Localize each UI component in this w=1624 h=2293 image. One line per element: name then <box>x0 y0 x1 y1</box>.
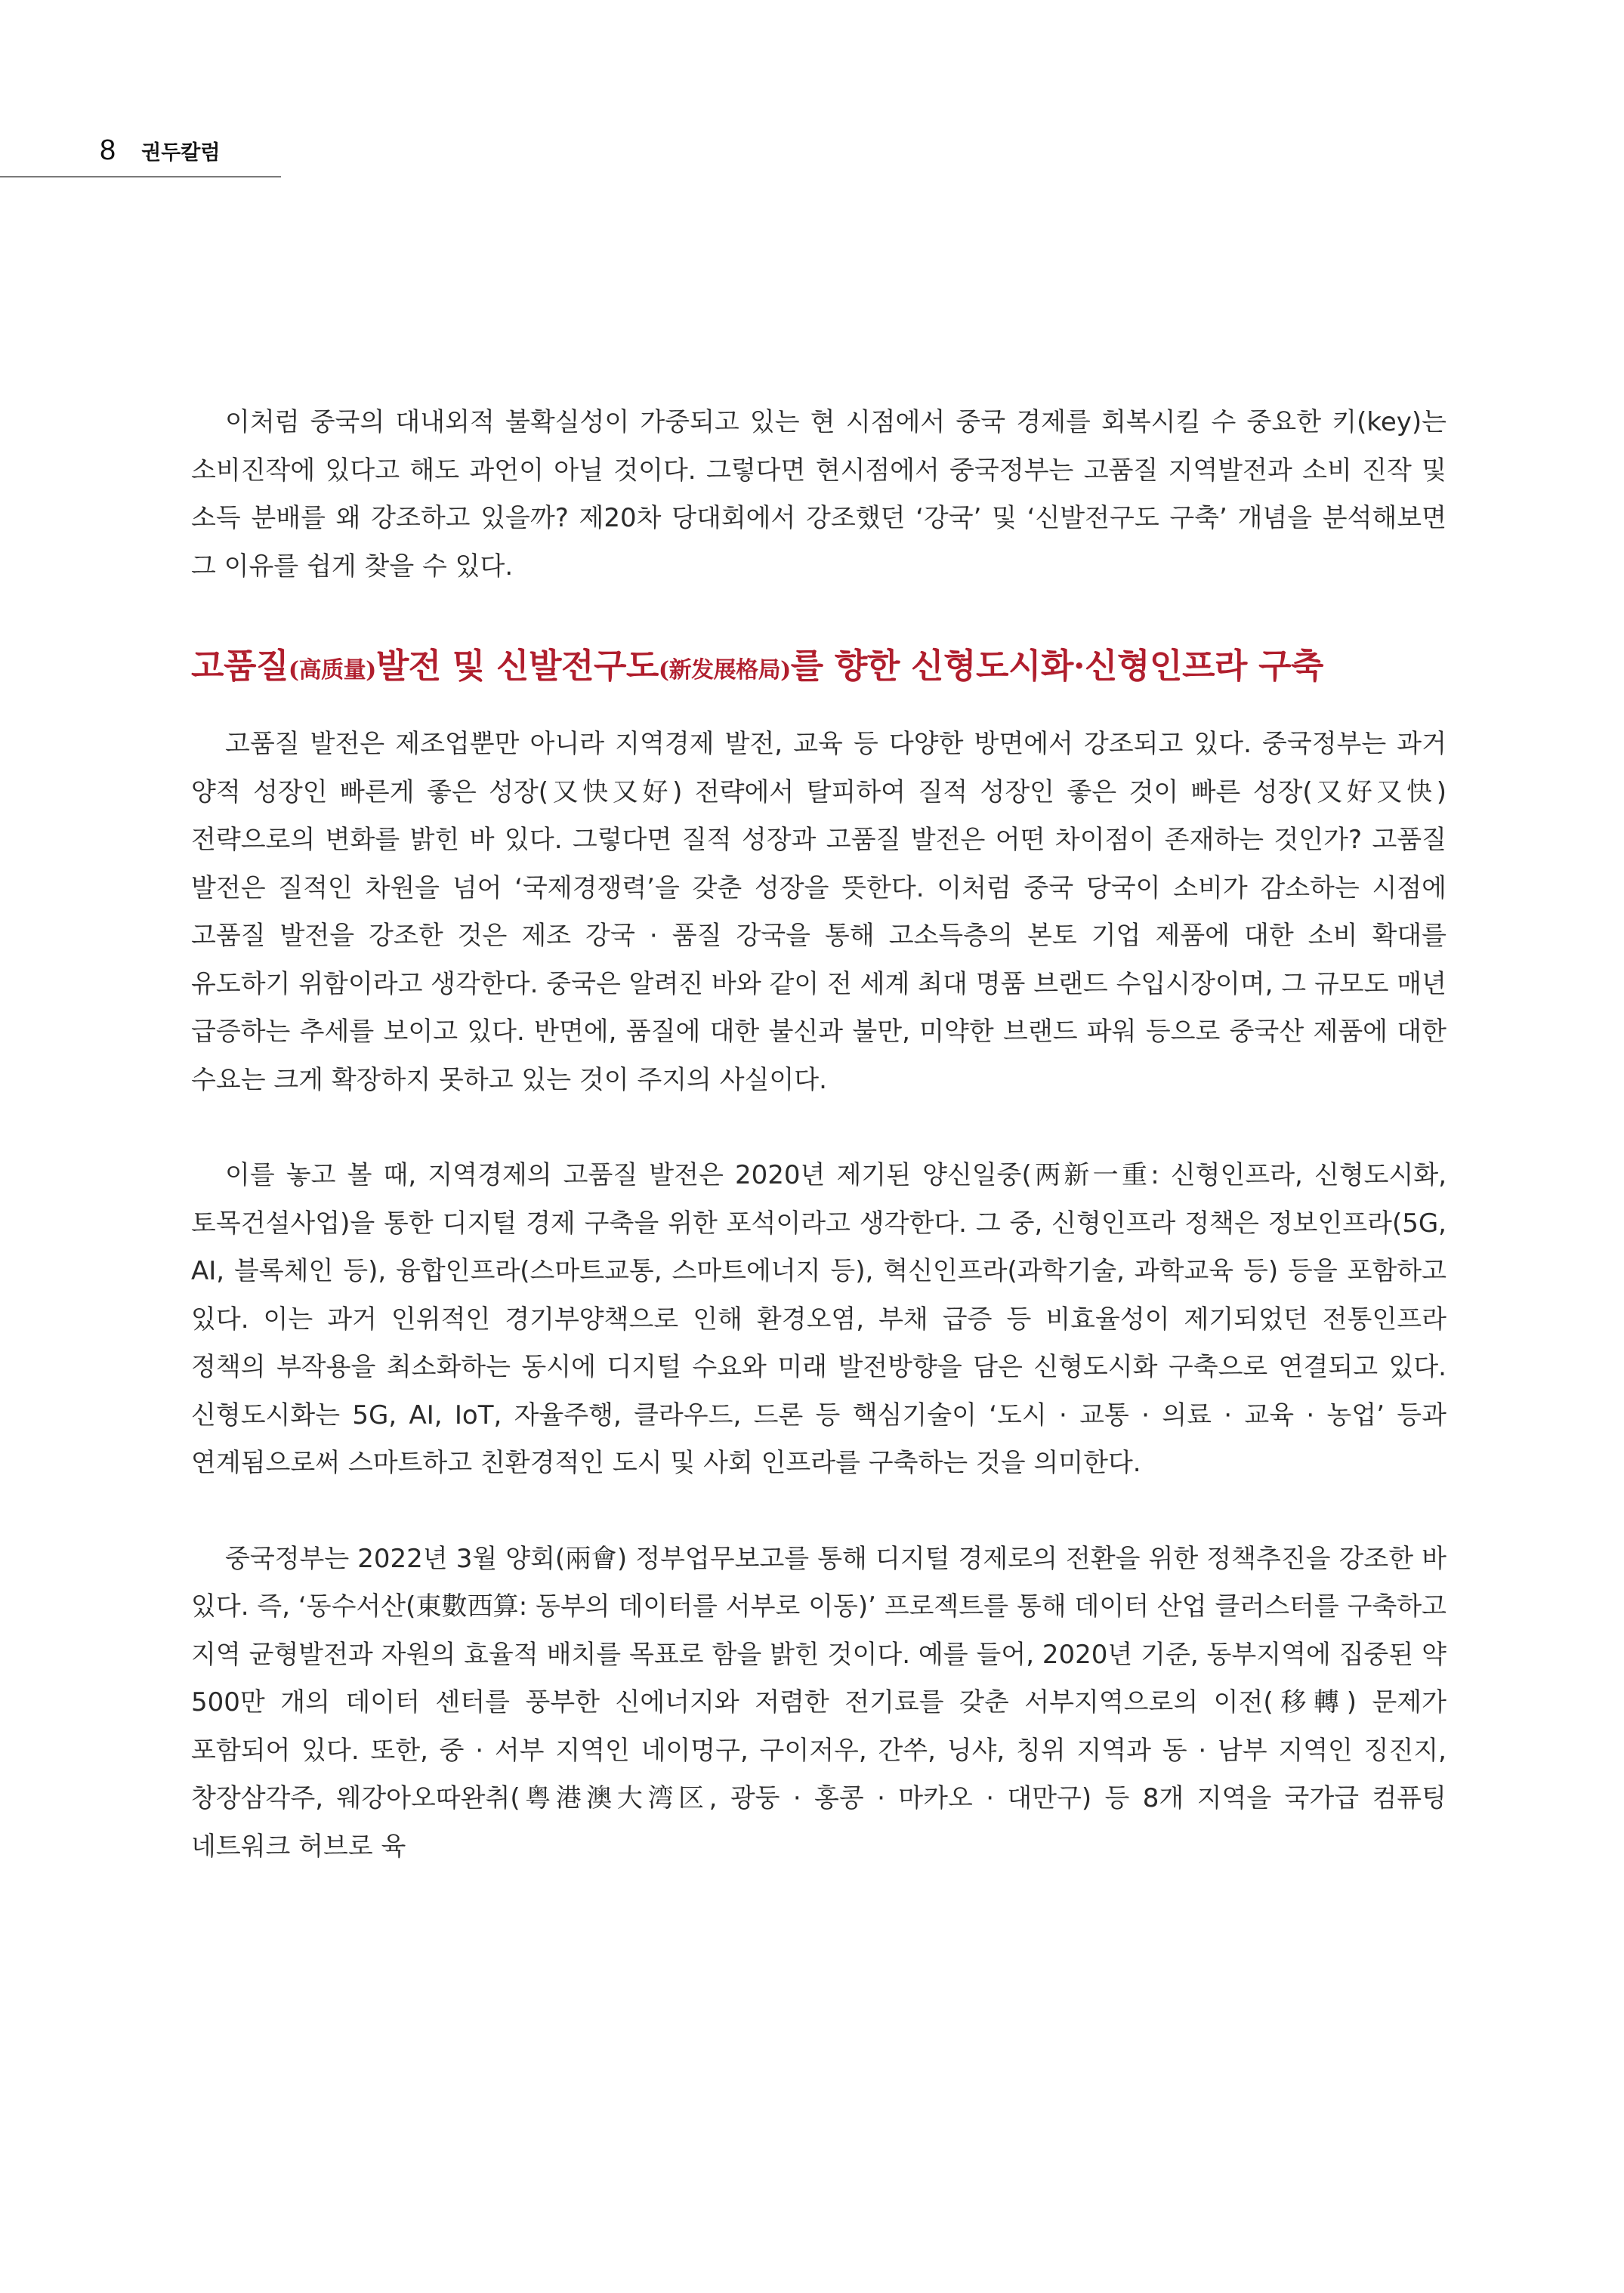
body-paragraph-2: 이를 놓고 볼 때, 지역경제의 고품질 발전은 2020년 제기된 양신일중(两新一重: 신형인프라, 신형도시화, 토목건설사업)을 통한 디지털 경제 구축을 위한 포석이라고 생각한다. 그 중, 신형인프라 정책은 정보인프라(5G, AI, 블록체인 등), 융합인프라(스마트교통, 스마트에너지 등), 혁신인프라(과학기술, 과학교육 등) 등을 포함하고 있다. 이는 과거 인위적인 경기부양책으로 인해 환경오염, 부채 급증 등 비효율성이 제기되었던 전통인프라 정책의 부작용을 최소화하는 동시에 디지털 수요와 미래 발전방향을 담은 신형도시화 구축으로 연결되고 있다. 신형도시화는 5G, AI, IoT, 자율주행, 클라우드, 드론 등 핵심기술이 ‘도시 · 교통 · 의료 · 교육 · 농업’ 등과 연계됨으로써 스마트하고 친환경적인 도시 및 사회 인프라를 구축하는 것을 의미한다. <box>191 1160 1446 1478</box>
section-heading <box>191 638 1446 687</box>
header-rule <box>0 176 281 177</box>
section-label: 권두칼럼 <box>141 141 221 165</box>
intro-paragraph: 이처럼 중국의 대내외적 불확실성이 가중되고 있는 현 시점에서 중국 경제를 회복시킬 수 중요한 키(key)는 소비진작에 있다고 해도 과언이 아닐 것이다. 그렇다면 현시점에서 중국정부는 고품질 지역발전과 소비 진작 및 소득 분배를 왜 강조하고 있을까? 제20차 당대회에서 강조했던 ‘강국’ 및 ‘신발전구도 구축’ 개념을 분석해보면 그 이유를 쉽게 찾을 수 있다. <box>191 407 1446 582</box>
heading-part-1: 고품질 <box>191 646 289 686</box>
body-paragraph-3: 중국정부는 2022년 3월 양회(兩會) 정부업무보고를 통해 디지털 경제로의 전환을 위한 정책추진을 강조한 바 있다. 즉, ‘동수서산(東數西算: 동부의 데이터를 서부로 이동)’ 프로젝트를 통해 데이터 산업 클러스터를 구축하고 지역 균형발전과 자원의 효율적 배치를 목표로 함을 밝힌 것이다. 예를 들어, 2020년 기준, 동부지역에 집중된 약 500만 개의 데이터 센터를 풍부한 신에너지와 저렴한 전기료를 갖춘 서부지역으로의 이전(移轉) 문제가 포함되어 있다. 또한, 중 · 서부 지역인 네이멍구, 구이저우, 간쑤, 닝샤, 칭위 지역과 동 · 남부 지역인 징진지, 창장삼각주, 웨강아오따완취(粤港澳大湾区, 광둥 · 홍콩 · 마카오 · 대만구) 등 8개 지역을 국가급 컴퓨팅 네트워크 허브로 육 <box>191 1543 1446 1862</box>
heading-part-2: 발전 및 신발전구도 <box>375 646 659 686</box>
page-number: 8 <box>100 134 116 166</box>
article-body <box>191 399 1446 1871</box>
heading-hanzi-1: (高质量) <box>288 657 376 684</box>
heading-part-3: 를 향한 신형도시화·신형인프라 구축 <box>790 646 1324 686</box>
running-header <box>100 134 220 167</box>
body-paragraph-1: 고품질 발전은 제조업뿐만 아니라 지역경제 발전, 교육 등 다양한 방면에서 강조되고 있다. 중국정부는 과거 양적 성장인 빠른게 좋은 성장(又快又好) 전략에서 탈피하여 질적 성장인 좋은 것이 빠른 성장(又好又快) 전략으로의 변화를 밝힌 바 있다. 그렇다면 질적 성장과 고품질 발전은 어떤 차이점이 존재하는 것인가? 고품질 발전은 질적인 차원을 넘어 ‘국제경쟁력’을 갖춘 성장을 뜻한다. 이처럼 중국 당국이 소비가 감소하는 시점에 고품질 발전을 강조한 것은 제조 강국 · 품질 강국을 통해 고소득층의 본토 기업 제품에 대한 소비 확대를 유도하기 위함이라고 생각한다. 중국은 알려진 바와 같이 전 세계 최대 명품 브랜드 수입시장이며, 그 규모도 매년 급증하는 추세를 보이고 있다. 반면에, 품질에 대한 불신과 불만, 미약한 브랜드 파워 등으로 중국산 제품에 대한 수요는 크게 확장하지 못하고 있는 것이 주지의 사실이다. <box>191 729 1446 1095</box>
heading-hanzi-2: (新发展格局) <box>658 657 791 684</box>
